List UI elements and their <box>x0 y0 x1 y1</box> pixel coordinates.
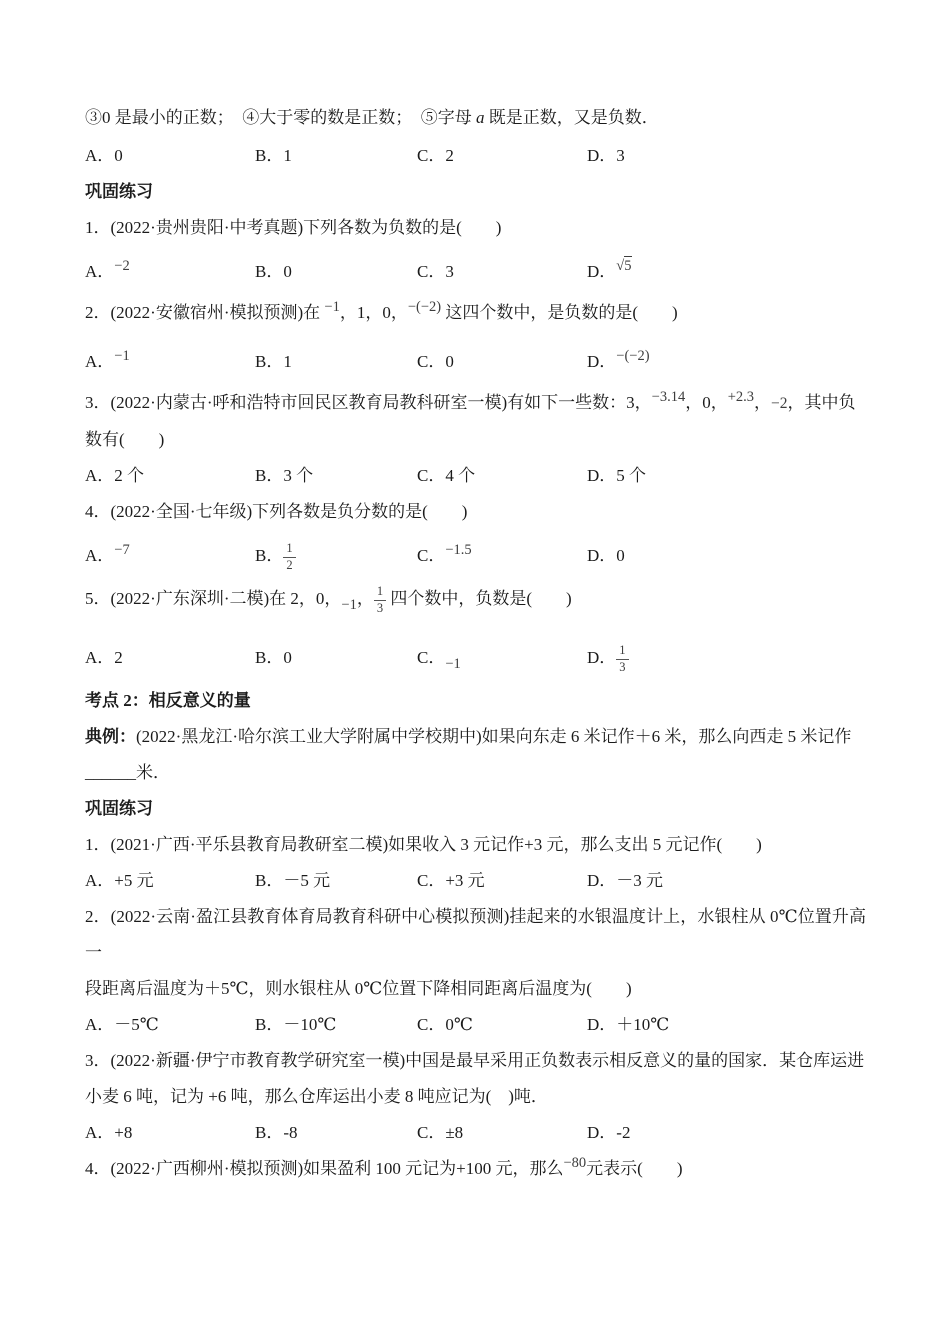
option-d <box>587 863 866 899</box>
option-label: A． <box>85 648 115 667</box>
stem-text: 段距离后温度为＋5℃，则水银柱从 0℃位置下降相同距离后温度为( ) <box>85 979 632 998</box>
question-stem <box>85 899 866 1007</box>
option-value: 2 <box>114 648 123 667</box>
options-row <box>85 138 866 174</box>
option-value: 0 <box>616 546 625 565</box>
sqrt-expression <box>616 244 631 288</box>
option-label: C． <box>417 546 446 565</box>
option-label: A． <box>85 546 115 565</box>
stem-text: 3．(2022·内蒙古·呼和浩特市回民区教育局教科研室一模)有如下一些数：3， <box>85 393 652 412</box>
option-a <box>85 340 255 385</box>
option-d <box>587 458 866 494</box>
option-value: 2 个 <box>114 466 145 485</box>
stem-text: ，1，0， <box>339 303 408 322</box>
option-value: 3 <box>445 262 454 281</box>
statement-text: 既是正数，又是负数． <box>484 108 659 127</box>
fraction-denominator: 2 <box>286 557 293 572</box>
options-row <box>85 250 866 295</box>
stem-text: 5．(2022·广东深圳·二模)在 2，0， <box>85 589 342 608</box>
stem-text: ，其中负 <box>787 393 856 412</box>
option-label: B． <box>255 262 284 281</box>
example-label: 典例： <box>85 727 136 746</box>
option-c <box>417 532 587 581</box>
option-a <box>85 1007 255 1043</box>
option-a <box>85 532 255 581</box>
option-label: B． <box>255 466 284 485</box>
variable-a: a <box>476 108 485 127</box>
option-label: D． <box>587 352 617 371</box>
option-d <box>587 1007 866 1043</box>
option-value: －10℃ <box>283 1015 337 1034</box>
question-stem <box>85 1043 866 1115</box>
stem-text: ， <box>754 393 772 412</box>
options-row <box>85 532 866 581</box>
question-stem: 1．(2022·贵州贵阳·中考真题)下列各数为负数的是( ) <box>85 218 502 237</box>
option-label: A． <box>85 466 115 485</box>
option-value: －3 元 <box>616 871 664 890</box>
option-value: 0 <box>283 262 292 281</box>
math-expression: −(−2) <box>616 348 650 364</box>
option-value: +5 元 <box>114 871 154 890</box>
option-value: ＋10℃ <box>616 1015 670 1034</box>
stem-text: 数有( ) <box>85 430 165 449</box>
fraction-numerator: 1 <box>616 643 628 660</box>
options-row <box>85 863 866 899</box>
math-expression: −(−2) <box>407 299 442 315</box>
fraction-numerator: 1 <box>374 584 386 601</box>
fraction <box>283 541 295 573</box>
option-d <box>587 1115 866 1151</box>
stem-text: 2．(2022·安徽宿州·模拟预测)在 <box>85 303 325 322</box>
option-value: 0 <box>283 648 292 667</box>
option-c <box>417 1007 587 1043</box>
option-label: D． <box>587 262 617 281</box>
section-heading-practice: 巩固练习 <box>85 182 153 201</box>
fraction-denominator: 3 <box>619 659 626 674</box>
statement-line <box>85 100 866 136</box>
question-stem: 1．(2021·广西·平乐县教育局教研室二模)如果收入 3 元记作+3 元，那么支出 5 元记作( ) <box>85 835 762 854</box>
option-a <box>85 634 255 683</box>
option-value: -8 <box>283 1123 298 1142</box>
option-label: C． <box>417 466 446 485</box>
section-heading-topic2: 考点 2：相反意义的量 <box>85 691 251 710</box>
fraction-numerator: 1 <box>283 541 295 558</box>
section-heading-practice2: 巩固练习 <box>85 799 153 818</box>
math-expression: −80 <box>563 1155 587 1171</box>
option-a <box>85 250 255 295</box>
option-b <box>255 634 417 683</box>
option-label: B． <box>255 146 284 165</box>
options-row <box>85 634 866 683</box>
question-stem <box>85 1151 866 1188</box>
option-label: D． <box>587 648 617 667</box>
option-label: D． <box>587 466 617 485</box>
option-b <box>255 1115 417 1151</box>
option-label: B． <box>255 352 284 371</box>
math-expression: −3.14 <box>651 389 686 405</box>
option-value: 0 <box>114 146 123 165</box>
option-d <box>587 340 866 385</box>
option-d <box>587 532 866 581</box>
option-label: C． <box>417 871 446 890</box>
option-label: C． <box>417 1123 446 1142</box>
option-label: A． <box>85 1015 115 1034</box>
math-expression: −1 <box>341 597 357 613</box>
option-label: D． <box>587 1015 617 1034</box>
stem-text: 2．(2022·云南·盈江县教育体育局教育科研中心模拟预测)挂起来的水银温度计上，水银柱从 0℃位置升高一 <box>85 907 866 962</box>
option-value: 4 个 <box>445 466 476 485</box>
option-d <box>587 250 866 295</box>
math-expression: −1.5 <box>445 542 472 558</box>
option-c <box>417 863 587 899</box>
option-label: A． <box>85 146 115 165</box>
option-label: B． <box>255 1015 284 1034</box>
question-stem <box>85 385 866 458</box>
blank-underline: ______米． <box>85 763 170 782</box>
math-expression: −2 <box>114 258 130 274</box>
option-value: 5 个 <box>616 466 647 485</box>
options-row <box>85 1007 866 1043</box>
option-c <box>417 634 587 683</box>
option-value: －5℃ <box>114 1015 159 1034</box>
option-value: -2 <box>616 1123 631 1142</box>
fraction <box>374 584 386 616</box>
option-d <box>587 138 866 174</box>
options-row <box>85 1115 866 1151</box>
example-paragraph <box>85 719 866 791</box>
option-label: D． <box>587 1123 617 1142</box>
option-c <box>417 340 587 385</box>
option-label: C． <box>417 1015 446 1034</box>
option-label: A． <box>85 1123 115 1142</box>
fraction-denominator: 3 <box>376 600 384 615</box>
math-expression: −1 <box>324 299 340 315</box>
option-label: D． <box>587 871 617 890</box>
option-value: 3 个 <box>283 466 314 485</box>
radical-sign: √ <box>616 258 625 274</box>
option-value: 3 <box>616 146 625 165</box>
stem-text: 3．(2022·新疆·伊宁市教育教学研究室一模)中国是最早采用正负数表示相反意义的量的国家．某仓库运进 <box>85 1051 865 1070</box>
option-a <box>85 863 255 899</box>
stem-text: 这四个数中，是负数的是( ) <box>441 303 678 322</box>
option-label: C． <box>417 648 446 667</box>
option-b <box>255 458 417 494</box>
statement-text: ③0 是最小的正数； ④大于零的数是正数； ⑤字母 <box>85 108 476 127</box>
option-label: C． <box>417 262 446 281</box>
stem-text: ，0， <box>685 393 728 412</box>
math-expression: −1 <box>114 348 130 364</box>
stem-text: 元表示( ) <box>586 1159 683 1178</box>
option-value: 1 <box>283 146 292 165</box>
math-expression: −7 <box>114 542 130 558</box>
option-value: 1 <box>283 352 292 371</box>
math-expression: −2 <box>771 395 788 412</box>
option-value: 0 <box>445 352 454 371</box>
question-stem: 4．(2022·全国·七年级)下列各数是负分数的是( ) <box>85 502 468 521</box>
option-label: D． <box>587 146 617 165</box>
option-label: D． <box>587 546 617 565</box>
option-label: A． <box>85 262 115 281</box>
option-a <box>85 138 255 174</box>
option-value: +8 <box>114 1123 133 1142</box>
option-label: B． <box>255 546 284 565</box>
option-b <box>255 340 417 385</box>
stem-text: 小麦 6 吨，记为 +6 吨，那么仓库运出小麦 8 吨应记为( )吨． <box>85 1087 548 1106</box>
options-row <box>85 458 866 494</box>
stem-text: 四个数中，负数是( ) <box>386 589 572 608</box>
option-label: B． <box>255 648 284 667</box>
question-stem <box>85 295 866 332</box>
stem-text: ， <box>356 589 374 608</box>
option-label: B． <box>255 871 284 890</box>
option-label: C． <box>417 352 446 371</box>
option-label: B． <box>255 1123 284 1142</box>
option-value: +3 元 <box>445 871 485 890</box>
option-a <box>85 458 255 494</box>
math-expression: +2.3 <box>727 389 755 405</box>
option-c <box>417 250 587 295</box>
option-b <box>255 138 417 174</box>
option-c <box>417 138 587 174</box>
option-value: ±8 <box>445 1123 464 1142</box>
option-label: C． <box>417 146 446 165</box>
option-c <box>417 1115 587 1151</box>
question-stem <box>85 581 866 618</box>
option-label: A． <box>85 871 115 890</box>
option-b <box>255 1007 417 1043</box>
option-label: A． <box>85 352 115 371</box>
example-text: (2022·黑龙江·哈尔滨工业大学附属中学校期中)如果向东走 6 米记作＋6 米，那么向西走 5 米记作 <box>136 727 852 746</box>
option-value: 2 <box>445 146 454 165</box>
fraction <box>616 643 628 675</box>
option-value: －5 元 <box>283 871 331 890</box>
option-b <box>255 532 417 581</box>
option-a <box>85 1115 255 1151</box>
option-value: 0℃ <box>445 1015 473 1034</box>
stem-text: 4．(2022·广西柳州·模拟预测)如果盈利 100 元记为+100 元，那么 <box>85 1159 564 1178</box>
option-c <box>417 458 587 494</box>
option-b <box>255 863 417 899</box>
option-d <box>587 634 866 683</box>
radicand: 5 <box>624 258 632 274</box>
math-expression: −1 <box>445 656 461 672</box>
